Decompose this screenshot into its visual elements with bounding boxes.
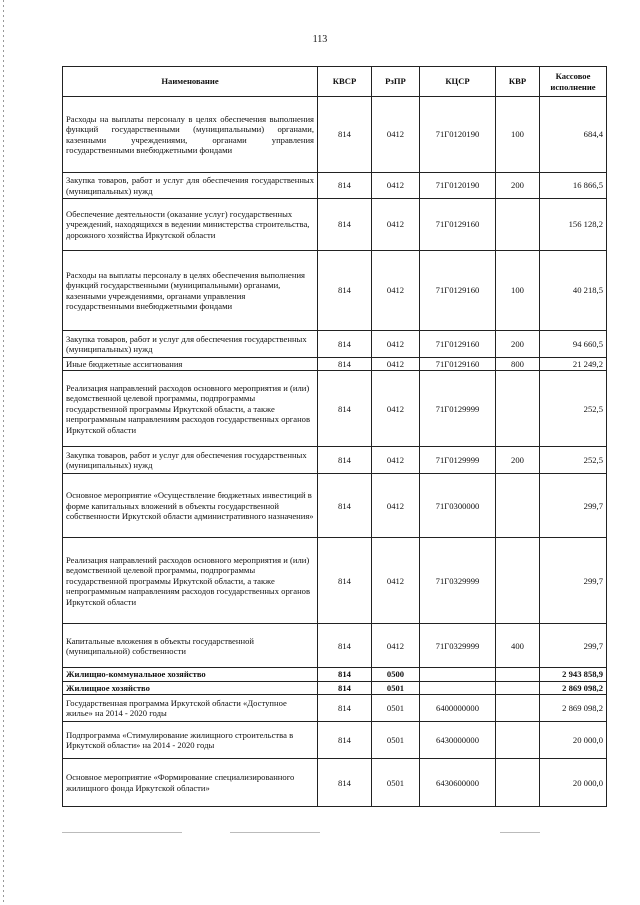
- row-kcsr: 6430600000: [420, 759, 496, 807]
- row-kvr: [496, 759, 540, 807]
- row-name: Жилищно-коммунальное хозяйство: [63, 668, 318, 681]
- row-rzpr: 0501: [372, 722, 420, 759]
- table-row: [63, 624, 607, 668]
- row-name: Закупка товаров, работ и услуг для обеспечения государственных (муниципальных) нужд: [63, 331, 318, 358]
- row-rzpr: 0412: [372, 624, 420, 668]
- row-name: Реализация направлений расходов основного мероприятия и (или) ведомственной целевой программы, подпрограммы государственной программы Иркутской области, а также непрограммным направлениям расходов государственных органов Иркутской области: [63, 538, 318, 624]
- row-rzpr: 0412: [372, 447, 420, 474]
- row-kvr: 800: [496, 358, 540, 371]
- row-kvsr: 814: [318, 624, 372, 668]
- page-number: 113: [312, 34, 328, 45]
- row-rzpr: 0412: [372, 538, 420, 624]
- row-kvsr: 814: [318, 759, 372, 807]
- row-rzpr: 0501: [372, 681, 420, 694]
- row-rzpr: 0412: [372, 97, 420, 173]
- row-name: Капитальные вложения в объекты государственной (муниципальной) собственности: [63, 624, 318, 668]
- row-name: Основное мероприятие «Осуществление бюджетных инвестиций в форме капитальных вложений в объекты государственной собственности Иркутской области административного назначения»: [63, 474, 318, 538]
- row-kvr: [496, 695, 540, 722]
- row-amount: 156 128,2: [540, 199, 607, 251]
- row-name: Жилищное хозяйство: [63, 681, 318, 694]
- row-rzpr: 0412: [372, 173, 420, 199]
- row-kcsr: 71Г0300000: [420, 474, 496, 538]
- table-row: [63, 668, 607, 681]
- row-rzpr: 0412: [372, 331, 420, 358]
- row-kvsr: 814: [318, 331, 372, 358]
- scan-artifact-line: [62, 832, 182, 833]
- row-kvr: 400: [496, 624, 540, 668]
- row-rzpr: 0412: [372, 474, 420, 538]
- row-rzpr: 0501: [372, 695, 420, 722]
- row-name: Обеспечение деятельности (оказание услуг) государственных учреждений, находящихся в ведении министерства строительства, дорожного хозяйства Иркутской области: [63, 199, 318, 251]
- row-amount: 2 943 858,9: [540, 668, 607, 681]
- header-kvr: КВР: [496, 67, 540, 97]
- table-header-row: [63, 67, 607, 97]
- row-kvsr: 814: [318, 474, 372, 538]
- row-amount: 252,5: [540, 447, 607, 474]
- row-kvsr: 814: [318, 371, 372, 447]
- row-name: Государственная программа Иркутской области «Доступное жилье» на 2014 - 2020 годы: [63, 695, 318, 722]
- table-row: [63, 447, 607, 474]
- row-kcsr: 71Г0120190: [420, 173, 496, 199]
- row-kcsr: [420, 668, 496, 681]
- row-kvr: [496, 474, 540, 538]
- row-kcsr: 71Г0129160: [420, 331, 496, 358]
- table-row: [63, 681, 607, 694]
- row-kvr: 200: [496, 331, 540, 358]
- row-kvsr: 814: [318, 173, 372, 199]
- row-amount: 21 249,2: [540, 358, 607, 371]
- row-kcsr: 71Г0329999: [420, 538, 496, 624]
- header-kvsr: КВСР: [318, 67, 372, 97]
- row-kvsr: 814: [318, 251, 372, 331]
- table-row: [63, 358, 607, 371]
- row-kvsr: 814: [318, 358, 372, 371]
- scan-artifact-line: [230, 832, 320, 833]
- row-kcsr: 71Г0120190: [420, 97, 496, 173]
- row-amount: 20 000,0: [540, 722, 607, 759]
- row-amount: 252,5: [540, 371, 607, 447]
- header-rzpr: РзПР: [372, 67, 420, 97]
- row-kvsr: 814: [318, 447, 372, 474]
- scan-edge: [3, 0, 4, 905]
- row-kcsr: 71Г0129999: [420, 447, 496, 474]
- row-kcsr: 71Г0129160: [420, 251, 496, 331]
- row-kvr: [496, 681, 540, 694]
- header-amount: Кассовое исполнение: [540, 67, 607, 97]
- row-rzpr: 0412: [372, 199, 420, 251]
- row-kvr: [496, 199, 540, 251]
- table-row: [63, 759, 607, 807]
- row-kvr: [496, 722, 540, 759]
- row-kvsr: 814: [318, 668, 372, 681]
- table-row: [63, 173, 607, 199]
- row-amount: 684,4: [540, 97, 607, 173]
- row-kvr: 100: [496, 97, 540, 173]
- row-kvsr: 814: [318, 681, 372, 694]
- row-kvsr: 814: [318, 722, 372, 759]
- row-rzpr: 0500: [372, 668, 420, 681]
- row-kvsr: 814: [318, 538, 372, 624]
- row-amount: 94 660,5: [540, 331, 607, 358]
- table-row: [63, 251, 607, 331]
- row-amount: 299,7: [540, 538, 607, 624]
- row-kvsr: 814: [318, 97, 372, 173]
- table-row: [63, 538, 607, 624]
- row-name: Расходы на выплаты персоналу в целях обеспечения выполнения функций государственными (муниципальными) органами, казенными учреждениями, органами управления государственными внебюджетными фондами: [63, 97, 318, 173]
- table-row: [63, 371, 607, 447]
- row-amount: 2 869 098,2: [540, 695, 607, 722]
- row-amount: 2 869 098,2: [540, 681, 607, 694]
- row-name: Закупка товаров, работ и услуг для обеспечения государственных (муниципальных) нужд: [63, 173, 318, 199]
- row-name: Иные бюджетные ассигнования: [63, 358, 318, 371]
- row-kvr: 100: [496, 251, 540, 331]
- row-kcsr: 71Г0129160: [420, 358, 496, 371]
- row-kvr: 200: [496, 173, 540, 199]
- row-kcsr: 6400000000: [420, 695, 496, 722]
- scan-artifact-line: [500, 832, 540, 833]
- table-row: [63, 331, 607, 358]
- row-name: Подпрограмма «Стимулирование жилищного строительства в Иркутской области» на 2014 - 2020 годы: [63, 722, 318, 759]
- row-amount: 299,7: [540, 474, 607, 538]
- row-kvr: [496, 668, 540, 681]
- row-kvr: [496, 371, 540, 447]
- table-row: [63, 474, 607, 538]
- row-kvsr: 814: [318, 199, 372, 251]
- row-kcsr: 71Г0129160: [420, 199, 496, 251]
- row-kvr: 200: [496, 447, 540, 474]
- row-rzpr: 0501: [372, 759, 420, 807]
- row-name: Реализация направлений расходов основного мероприятия и (или) ведомственной целевой программы, подпрограммы государственной программы Иркутской области, а также непрограммным направлениям расходов государственных органов Иркутской области: [63, 371, 318, 447]
- header-kcsr: КЦСР: [420, 67, 496, 97]
- row-name: Закупка товаров, работ и услуг для обеспечения государственных (муниципальных) нужд: [63, 447, 318, 474]
- row-amount: 16 866,5: [540, 173, 607, 199]
- row-amount: 20 000,0: [540, 759, 607, 807]
- row-kcsr: 6430000000: [420, 722, 496, 759]
- table-row: [63, 199, 607, 251]
- table-row: [63, 695, 607, 722]
- row-kcsr: 71Г0129999: [420, 371, 496, 447]
- table-row: [63, 97, 607, 173]
- row-kvsr: 814: [318, 695, 372, 722]
- row-amount: 40 218,5: [540, 251, 607, 331]
- row-amount: 299,7: [540, 624, 607, 668]
- row-rzpr: 0412: [372, 251, 420, 331]
- header-name: Наименование: [63, 67, 318, 97]
- row-name: Основное мероприятие «Формирование специализированного жилищного фонда Иркутской области»: [63, 759, 318, 807]
- row-kcsr: [420, 681, 496, 694]
- row-name: Расходы на выплаты персоналу в целях обеспечения выполнения функций государственными (муниципальными) органами, казенными учреждениями, органами управления государственными внебюджетными фондами: [63, 251, 318, 331]
- row-rzpr: 0412: [372, 371, 420, 447]
- row-kcsr: 71Г0329999: [420, 624, 496, 668]
- table-row: [63, 722, 607, 759]
- row-kvr: [496, 538, 540, 624]
- budget-table: [62, 66, 607, 807]
- row-rzpr: 0412: [372, 358, 420, 371]
